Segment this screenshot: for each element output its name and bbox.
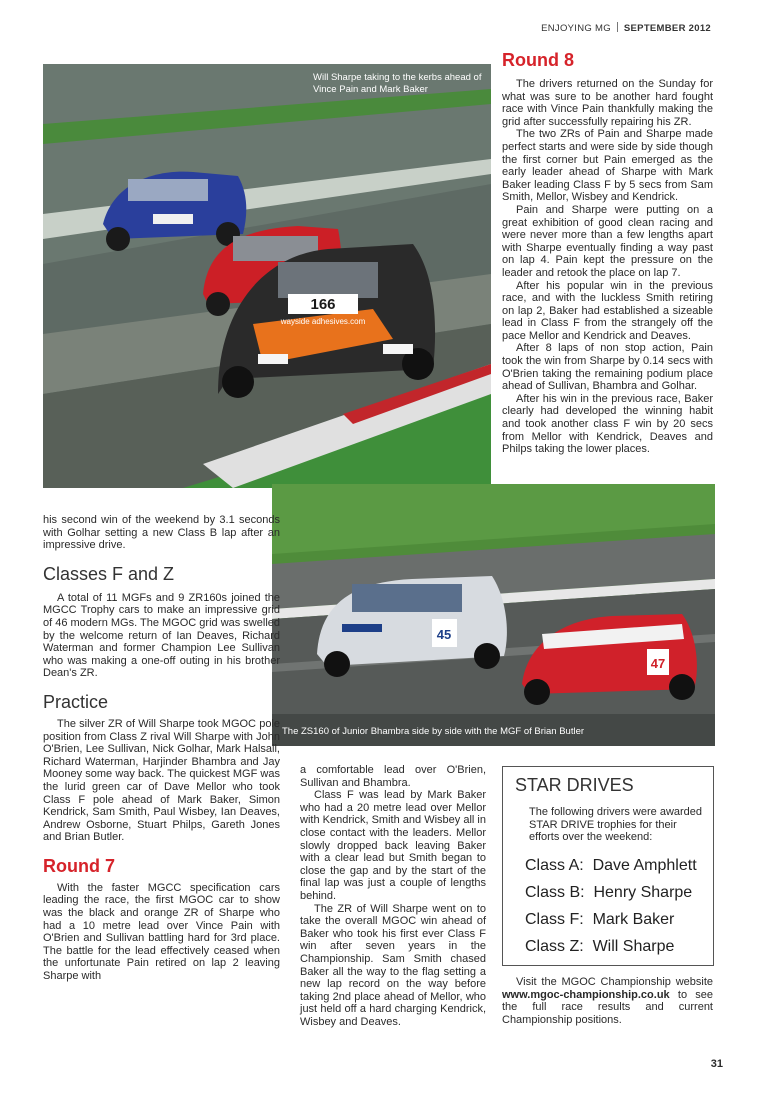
- paragraph: his second win of the weekend by 3.1 seconds with Golhar setting a new Class B lap after an impressive drive.: [43, 514, 280, 552]
- header-divider: [617, 22, 618, 32]
- paragraph: Pain and Sharpe were putting on a great exhibition of good clean racing and were never more than a few lengths apart with Sharpe eventually finding a way past on lap 4. Pain kept the pressure on the leader and retook the place on lap 7.: [502, 203, 713, 279]
- running-header: [541, 22, 711, 34]
- paragraph: The silver ZR of Will Sharpe took MGOC pole position from Class Z rival Will Sharpe with John O'Brien, Lee Sullivan, Nick Golhar, Mark Halsall, Richard Waterman, Harjinder Bhambra and Jay Mooney some way back. The quickest MGF was the lurid green car of Dave Mellor who took Class F pole ahead of Mark Baker, Simon Kendrick, Sam Smith, Paul Wisbey, Ian Deaves, Andrew Osborne, Stuart Philps, Gareth Jones and Brian Butler.: [43, 717, 280, 844]
- race-photo-second-image: [272, 484, 715, 746]
- paragraph: Class F was lead by Mark Baker who had a 20 metre lead over Mellor with Kendrick, Smith and Wisbey all in close contact with the leaders. Mellor slowly dropped back leaving Baker with a clear lead but Smith began to close the gap and by the start of the final lap was just a couple of lengths behind.: [300, 789, 486, 902]
- race-photo-main: [43, 64, 491, 488]
- paragraph: The drivers returned on the Sunday for what was sure to be another hard fought race with Vince Pain thankfully making the grid after successfully repairing his ZR.: [502, 78, 713, 128]
- car-number-47: 47: [650, 656, 666, 671]
- paragraph: Visit the MGOC Championship website www.mgoc-championship.co.uk to see the full race results and current Championship positions.: [502, 976, 714, 1026]
- round8-heading: Round 8: [502, 50, 574, 70]
- paragraph: A total of 11 MGFs and 9 ZR160s joined the MGCC Trophy cars to make an impressive grid of 46 modern MGs. The MGOC grid was swelled by the welcome return of Ian Deaves, Richard Waterman and former Champion Lee Sullivan who was making a one-off outing in his brother Dean's ZR.: [43, 591, 280, 680]
- website-link[interactable]: www.mgoc-championship.co.uk: [502, 988, 670, 1001]
- paragraph: The ZR of Will Sharpe went on to take the overall MGOC win ahead of Baker who took his first ever Class F win after seven years in the Championship. Sam Smith chased Baker all the way to the flag setting a new lap record on the way before taking 2nd place ahead of Mellor, who just held off a hard charging Kendrick, Wisbey and Deaves.: [300, 902, 486, 1028]
- practice-heading: Practice: [43, 691, 109, 712]
- website-note: [502, 976, 713, 1026]
- page-number: 31: [710, 1058, 723, 1070]
- car-number-45: 45: [436, 627, 452, 642]
- paragraph: After his popular win in the previous race, and with the luckless Smith retiring on lap 2, Baker had established a sizeable lead in Class F from the strangely off the pace Mellor and Kendrick and Deaves.: [502, 279, 713, 342]
- paragraph: a comfortable lead over O'Brien, Sullivan and Bhambra.: [300, 764, 486, 789]
- left-column: [43, 514, 280, 983]
- star-drives-title: STAR DRIVES: [515, 775, 634, 795]
- paragraph: With the faster MGCC specification cars leading the race, the first MGOC car to show was the black and orange ZR of Sharpe who had a 10 metre lead over Vince Pain with O'Brien and Sullivan battling hard for 3rd place. The battle for the lead effectively ceased when the unfortunate Pain retired on lap 2 leaving Sharpe with: [43, 881, 280, 983]
- paragraph: The two ZRs of Pain and Sharpe made perfect starts and were side by side though the first corner but Pain emerged as the early leader ahead of Sharpe with Mark Baker leading Class F by 5 secs from Sam Smith, Mellor, Wisbey and Kendrick.: [502, 128, 713, 204]
- photo-caption-main: Will Sharpe taking to the kerbs ahead of Vince Pain and Mark Baker: [313, 72, 482, 95]
- photo-caption-second: The ZS160 of Junior Bhambra side by side with the MGF of Brian Butler: [282, 726, 585, 737]
- paragraph: After 8 laps of non stop action, Pain took the win from Sharpe by 0.14 secs with O'Brien taking the remaining podium place ahead of Sullivan, Bhambra and Golhar.: [502, 342, 713, 393]
- star-drive-class-z: Class Z: Will Sharpe: [525, 937, 675, 955]
- star-drives-intro: The following drivers were awarded STAR DRIVE trophies for their efforts over the weekend:: [529, 806, 703, 844]
- classes-heading: Classes F and Z: [43, 563, 175, 584]
- sponsor-decal: wayside adhesives.com: [280, 317, 366, 326]
- issue-date: SEPTEMBER 2012: [623, 23, 711, 34]
- magazine-name: ENJOYING MG: [541, 23, 611, 34]
- race-photo-second: [272, 484, 715, 746]
- star-drive-class-a: Class A: Dave Amphlett: [525, 856, 697, 874]
- star-drive-class-b: Class B: Henry Sharpe: [525, 883, 693, 901]
- paragraph: After his win in the previous race, Baker clearly had developed the winning habit and took another class F win by 20 secs from Mellor with Kendrick, Deaves and Philps taking the lower places.: [502, 392, 713, 456]
- middle-column: [300, 764, 486, 1028]
- round7-heading: Round 7: [43, 855, 115, 876]
- star-drives-box: [502, 766, 714, 966]
- car-number-166: 166: [310, 296, 336, 313]
- star-drive-class-f: Class F: Mark Baker: [525, 910, 675, 928]
- round8-text: [502, 78, 713, 456]
- race-photo-main-image: [43, 64, 491, 488]
